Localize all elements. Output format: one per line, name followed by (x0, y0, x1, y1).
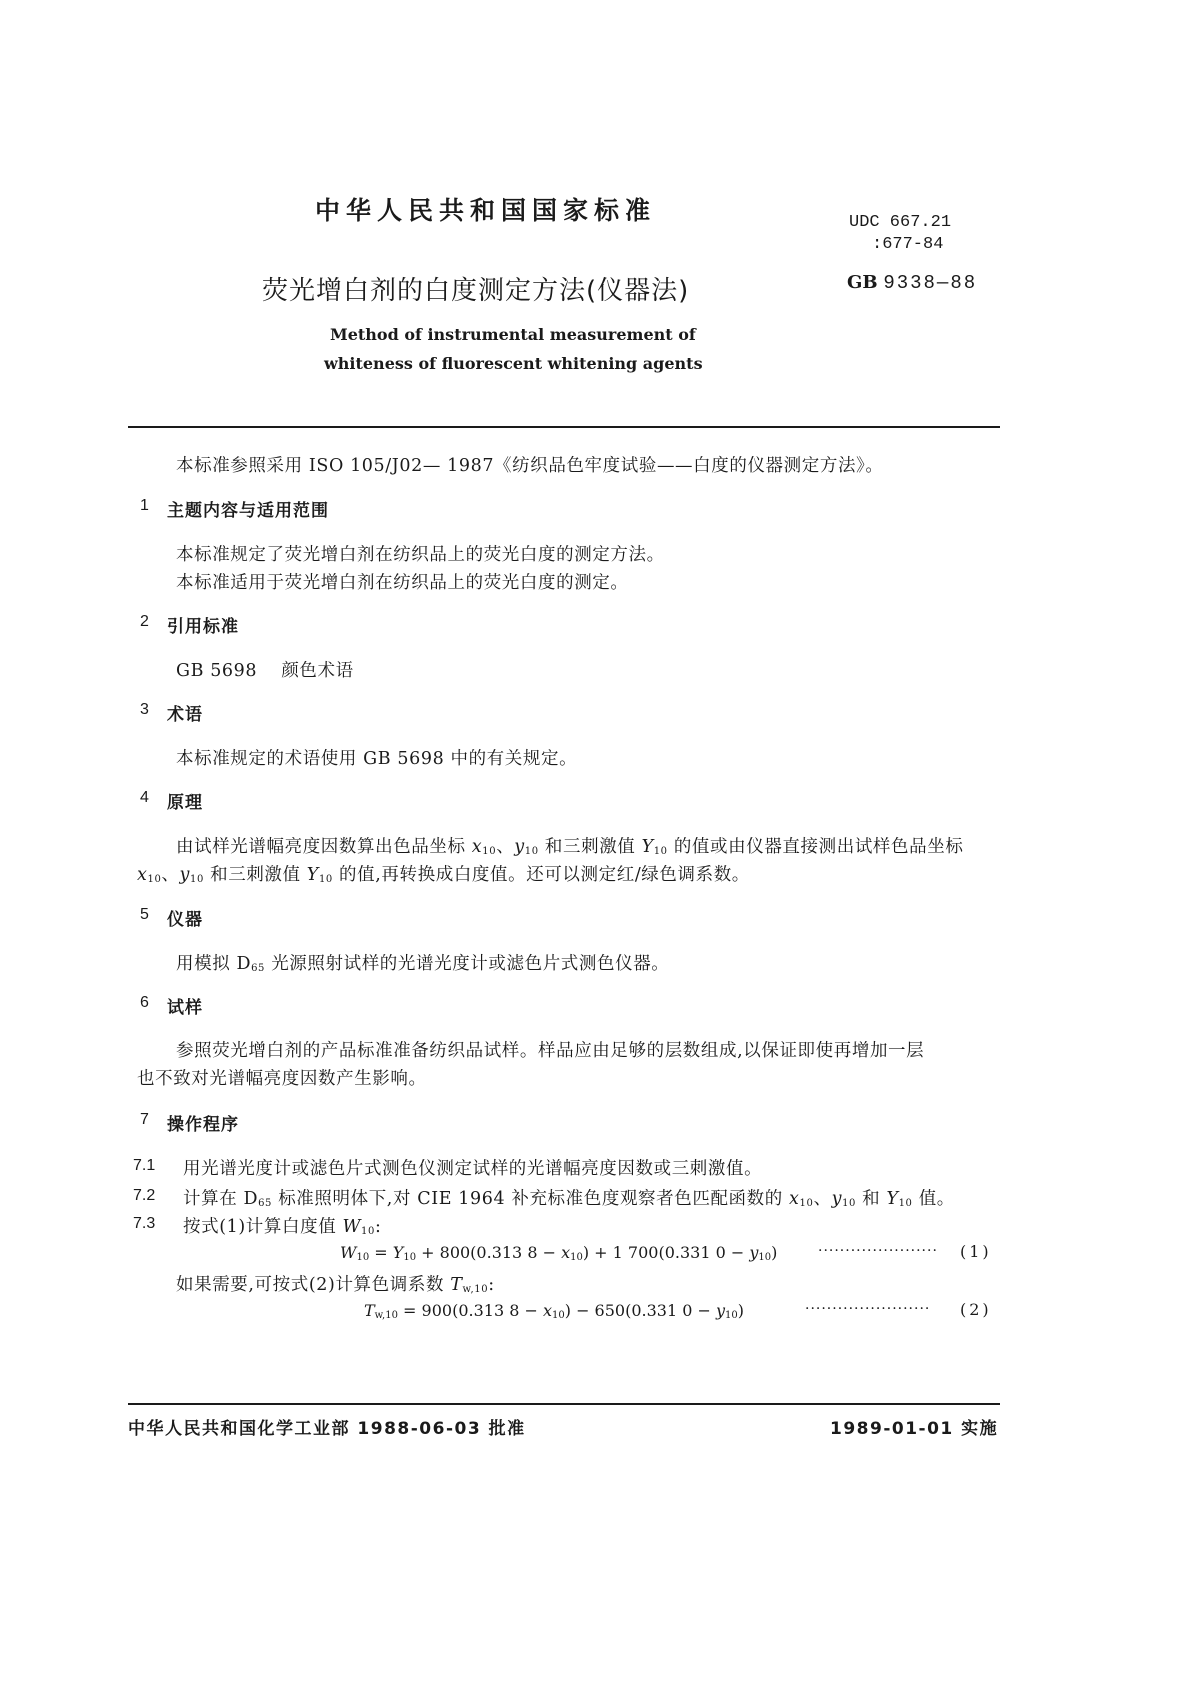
document-title-cn: 荧光增白剂的白度测定方法(仪器法) (262, 276, 690, 306)
math-T: T (450, 1275, 463, 1295)
math-subscript: 10 (356, 1252, 370, 1263)
text-fragment: 光源照射试样的光谱光度计或滤色片式测色仪器。 (265, 954, 670, 974)
math-x: x (542, 1301, 552, 1320)
math-subscript: 10 (190, 874, 204, 885)
formula-2 (364, 1301, 744, 1321)
math-subscript: 10 (318, 874, 333, 885)
math-x: x (561, 1243, 571, 1262)
math-subscript: 10 (758, 1252, 772, 1263)
text-fragment: 和三刺激值 (538, 837, 642, 857)
illuminant-subscript: 65 (251, 963, 266, 974)
math-Y: Y (306, 865, 319, 885)
math-subscript: 10 (725, 1310, 738, 1321)
math-x: x (137, 865, 148, 885)
section-1-title: 主题内容与适用范围 (167, 501, 329, 521)
section-1-paragraph-2: 本标准适用于荧光增白剂在纺织品上的荧光白度的测定。 (176, 573, 629, 593)
section-5-paragraph (176, 950, 669, 975)
text-fragment: = (369, 1243, 393, 1262)
section-1-paragraph-1: 本标准规定了荧光增白剂在纺织品上的荧光白度的测定方法。 (176, 545, 665, 565)
math-T: T (364, 1301, 375, 1320)
math-y: y (179, 865, 191, 885)
math-Y: Y (886, 1189, 899, 1209)
section-3-number: 3 (140, 701, 149, 718)
math-subscript: 10 (842, 1198, 856, 1209)
implementation-date: 1989-01-01 实施 (830, 1419, 999, 1439)
formula-1-label: (1) (960, 1242, 992, 1261)
reference-standard (176, 657, 354, 682)
text-fragment: : (488, 1275, 495, 1295)
gb-number (847, 272, 977, 294)
udc-code-continued: :677-84 (872, 235, 944, 254)
item-7-1-text: 用光谱光度计或滤色片式测色仪测定试样的光谱幅亮度因数或三刺激值。 (183, 1159, 763, 1179)
section-4-title: 原理 (167, 793, 203, 813)
reference-title: 颜色术语 (281, 661, 354, 681)
text-fragment: + 800(0.313 8 − (416, 1243, 562, 1262)
separator: 、 (813, 1189, 832, 1209)
text-fragment: ) + 1 700(0.331 0 − (582, 1243, 750, 1262)
document-title-en-line2: whiteness of fluorescent whitening agents (324, 354, 703, 373)
math-subscript: 10 (570, 1252, 583, 1263)
section-2-title: 引用标准 (167, 617, 239, 637)
math-x: x (471, 837, 483, 857)
math-Y: Y (641, 837, 654, 857)
item-7-2-number: 7.2 (133, 1187, 156, 1204)
text-fragment: ) (771, 1243, 778, 1262)
text-fragment: 值。 (912, 1189, 955, 1209)
math-y: y (514, 837, 525, 857)
section-7-title: 操作程序 (167, 1115, 239, 1135)
formula-1 (340, 1243, 777, 1263)
section-1-number: 1 (140, 497, 149, 514)
section-6-paragraph-line2: 也不致对光谱幅亮度因数产生影响。 (137, 1069, 427, 1089)
math-subscript: 10 (552, 1310, 565, 1321)
math-subscript: 10 (403, 1252, 417, 1263)
illuminant-subscript: 65 (258, 1198, 273, 1209)
text-fragment: 用模拟 D (176, 954, 252, 974)
reference-code: GB 5698 (176, 661, 258, 681)
math-subscript: w,10 (374, 1310, 398, 1321)
item-7-2-text (183, 1185, 955, 1210)
country-standard-title: 中华人民共和国国家标准 (315, 196, 657, 225)
section-6-title: 试样 (167, 998, 203, 1018)
approval-line: 中华人民共和国化学工业部 1988-06-03 批准 (128, 1419, 526, 1439)
text-fragment: 如果需要,可按式(2)计算色调系数 (176, 1275, 451, 1295)
section-2-number: 2 (140, 613, 149, 630)
section-4-paragraph-line1 (176, 833, 963, 858)
formula-2-leader-dots: ······················· (805, 1301, 931, 1317)
text-fragment: ) (737, 1301, 745, 1320)
footer-rule (128, 1403, 1000, 1405)
math-subscript: 10 (147, 874, 162, 885)
math-y: y (831, 1189, 843, 1209)
text-fragment: 的值或由仪器直接测出试样色品坐标 (667, 837, 964, 857)
gb-prefix: GB (847, 272, 878, 293)
section-6-paragraph-line1: 参照荧光增白剂的产品标准准备纺织品试样。样品应由足够的层数组成,以保证即使再增加一层 (176, 1041, 925, 1061)
section-3-title: 术语 (167, 705, 203, 725)
separator: 、 (496, 837, 515, 857)
formula-2-label: (2) (960, 1300, 992, 1319)
formula-1-leader-dots: ······················ (818, 1243, 938, 1259)
text-fragment: 标准照明体下,对 CIE 1964 补充标准色度观察者色匹配函数的 (272, 1189, 790, 1209)
section-5-title: 仪器 (167, 910, 203, 930)
math-y: y (749, 1243, 759, 1262)
math-subscript: 10 (653, 846, 668, 857)
udc-code: UDC 667.21 (849, 213, 952, 232)
separator: 、 (161, 865, 180, 885)
text-fragment: 和三刺激值 (203, 865, 307, 885)
section-4-number: 4 (140, 789, 149, 806)
text-fragment: 和 (856, 1189, 887, 1209)
text-fragment: ) − 650(0.331 0 − (564, 1301, 716, 1320)
math-subscript: 10 (898, 1198, 913, 1209)
optional-tint-text (176, 1271, 495, 1296)
text-fragment: 计算在 D (183, 1189, 259, 1209)
math-Y: Y (392, 1243, 404, 1262)
math-y: y (715, 1301, 726, 1320)
section-6-number: 6 (140, 994, 149, 1011)
math-subscript: 10 (361, 1226, 375, 1237)
section-5-number: 5 (140, 906, 149, 923)
math-subscript: 10 (482, 846, 497, 857)
header-rule (128, 426, 1000, 428)
gb-code: 9338—88 (883, 272, 978, 294)
math-subscript: 10 (524, 846, 539, 857)
section-3-paragraph: 本标准规定的术语使用 GB 5698 中的有关规定。 (176, 749, 578, 769)
text-fragment: = 900(0.313 8 − (397, 1301, 543, 1320)
math-subscript: 10 (799, 1198, 814, 1209)
text-fragment: 的值,再转换成白度值。还可以测定红/绿色调系数。 (332, 865, 750, 885)
item-7-3-number: 7.3 (133, 1215, 156, 1232)
item-7-3-text (183, 1213, 381, 1238)
document-title-en-line1: Method of instrumental measurement of (330, 325, 696, 344)
section-7-number: 7 (140, 1111, 149, 1128)
math-W: W (340, 1243, 357, 1262)
item-7-1-number: 7.1 (133, 1157, 156, 1174)
math-subscript: w,10 (462, 1284, 489, 1295)
math-W: W (342, 1217, 362, 1237)
preamble: 本标准参照采用 ISO 105/J02— 1987《纺织品色牢度试验——白度的仪器测定方法》。 (176, 456, 884, 476)
section-4-paragraph-line2 (137, 861, 750, 886)
text-fragment: 按式(1)计算白度值 (183, 1217, 343, 1237)
text-fragment: 由试样光谱幅亮度因数算出色品坐标 (176, 837, 472, 857)
text-fragment: : (374, 1217, 382, 1237)
math-x: x (789, 1189, 800, 1209)
